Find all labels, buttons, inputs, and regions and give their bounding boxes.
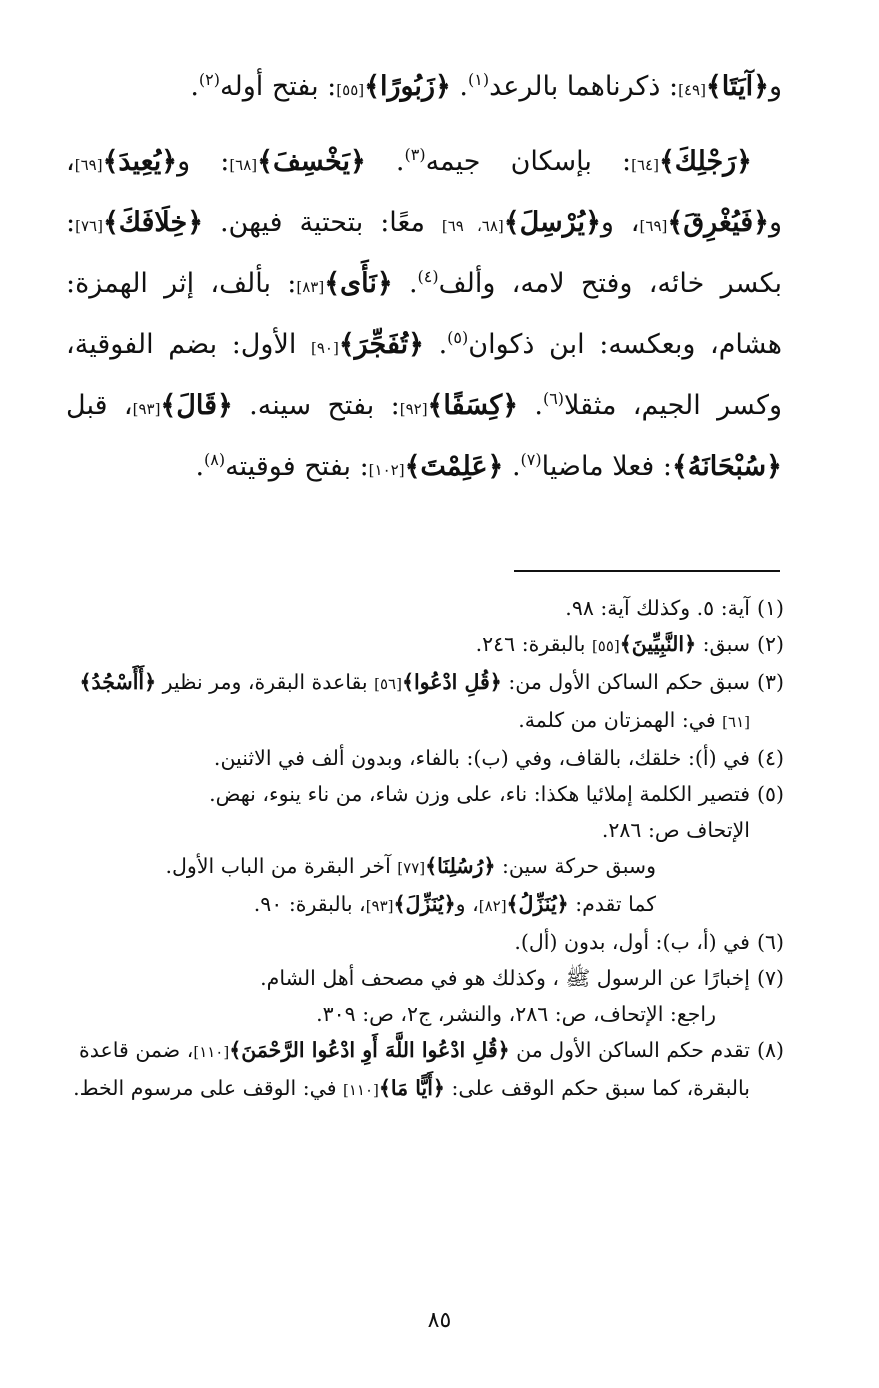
text-run: ، و xyxy=(66,146,782,238)
footnote-number: (١) xyxy=(756,596,784,620)
text-run: الأول: بضم الفوقية، وكسر الجيم، مثقلا xyxy=(66,329,782,421)
text-run: . xyxy=(195,451,205,482)
text-run: سبق حكم الساكن الأول من: xyxy=(501,670,750,694)
verse-ref: [٩٣] xyxy=(132,400,161,418)
quran-word: ﴿آيَتَا﴾ xyxy=(705,71,769,102)
verse-ref: [١١٠] xyxy=(193,1043,230,1061)
verse-ref: [٨٢] xyxy=(478,897,507,915)
quran-word: ﴿زَبُورًا﴾ xyxy=(364,71,451,102)
text-run: : بفتح سينه. xyxy=(232,390,400,421)
quran-word: ﴿تُفَجِّرَ﴾ xyxy=(338,329,424,360)
quran-word: ﴿قُلِ ادْعُوا اللَّهَ أَوِ ادْعُوا الرَّحْمَنَ﴾ xyxy=(229,1038,510,1062)
page-number: ٨٥ xyxy=(427,1308,452,1333)
text-run: : و xyxy=(177,146,230,177)
verse-ref: [٥٥] xyxy=(336,81,365,99)
verse-ref: [٥٥] xyxy=(591,637,620,655)
footnote-text xyxy=(60,886,750,924)
text-run: : بإسكان جيمه xyxy=(425,146,632,177)
quran-word: ﴿فَيُغْرِقَ﴾ xyxy=(667,207,769,238)
footnote-marker[interactable]: (٣) xyxy=(404,145,426,164)
verse-ref: [٧٦] xyxy=(75,217,103,235)
text-run: آخر البقرة من الباب الأول. xyxy=(165,854,398,878)
verse-ref: [٦٨، ٦٩] xyxy=(441,217,504,235)
quran-word: ﴿نَأَى﴾ xyxy=(324,268,393,299)
text-run: : ذكرناهما بالرعد xyxy=(489,71,679,102)
text-run: وسبق حركة سين: xyxy=(495,854,656,878)
footnote-source: الإتحاف ص: ٢٨٦. xyxy=(601,818,750,842)
footnote-2 xyxy=(60,626,784,664)
footnote-body xyxy=(60,590,750,626)
text-run: ، بالبقرة: ٩٠. xyxy=(253,892,366,916)
verse-ref: [٨٣] xyxy=(296,278,325,296)
footnote-body xyxy=(60,1032,750,1108)
footnote-text: إخبارًا عن الرسول ﷺ ، وكذلك هو في مصحف أهل الشام. xyxy=(260,966,750,990)
text-run: معًا: بتحتية فيهن. xyxy=(203,207,442,238)
text-run: . xyxy=(365,146,405,177)
footnote-text xyxy=(60,664,750,740)
footnotes xyxy=(60,590,784,1108)
verse-ref: [٦١] xyxy=(722,713,750,731)
verse-ref: [٦٤] xyxy=(631,156,659,174)
text-run: . xyxy=(423,329,448,360)
footnote-number: (٨) xyxy=(756,1038,784,1062)
verse-ref: [٧٧] xyxy=(397,859,426,877)
text-run: : بكسر خائه، وفتح لامه، وألف xyxy=(66,207,782,299)
quran-word: ﴿قُلِ ادْعُوا﴾ xyxy=(401,670,502,694)
footnote-number: (٦) xyxy=(756,930,784,954)
text-run: : فعلا ماضيا xyxy=(541,451,672,482)
text-run: ، و xyxy=(455,892,479,916)
text-run: . xyxy=(518,390,543,421)
footnote-marker[interactable]: (٧) xyxy=(520,450,542,469)
quran-word: ﴿رَجْلِكَ﴾ xyxy=(658,146,753,177)
footnote-4 xyxy=(60,740,784,776)
footnote-marker[interactable]: (٢) xyxy=(198,70,221,89)
quran-word: ﴿النَّبِيِّينَ﴾ xyxy=(619,632,697,656)
footnote-1 xyxy=(60,590,784,626)
quran-word: ﴿عَلِمْتَ﴾ xyxy=(404,451,504,482)
text-run: بالبقرة: ٢٤٦. xyxy=(475,632,592,656)
footnote-5 xyxy=(60,776,784,924)
quran-word: ﴿يُرْسِلَ﴾ xyxy=(503,207,601,238)
footnote-marker[interactable]: (١) xyxy=(467,70,490,89)
text-run: : بفتح فوقيته xyxy=(225,451,369,482)
text-run: . xyxy=(450,71,468,102)
quran-word: ﴿أَيًّا مَا﴾ xyxy=(378,1076,445,1100)
quran-word: ﴿سُبْحَانَهُ﴾ xyxy=(671,451,782,482)
footnote-body xyxy=(60,626,750,664)
footnote-text: آية: ٥. وكذلك آية: ٩٨. xyxy=(565,596,750,620)
footnote-text xyxy=(60,626,750,664)
verse-ref: [٦٩] xyxy=(639,217,668,235)
footnote-7 xyxy=(60,960,784,1032)
footnote-marker[interactable]: (٤) xyxy=(417,267,439,286)
verse-ref: [٦٨] xyxy=(229,156,258,174)
text-run: . xyxy=(503,451,521,482)
footnote-divider xyxy=(514,570,780,572)
quran-word: ﴿قَالَ﴾ xyxy=(160,390,233,421)
footnote-number: (٣) xyxy=(756,670,784,694)
text-run: ، ضمن قاعدة بالبقرة، كما سبق حكم الوقف على: xyxy=(79,1038,750,1100)
footnote-body xyxy=(60,924,750,960)
verse-ref: [١١٠] xyxy=(343,1081,379,1099)
footnote-body xyxy=(60,740,750,776)
quran-word: ﴿يُنَزِّلُ﴾ xyxy=(506,892,569,916)
footnote-body xyxy=(60,776,750,924)
footnote-number: (٤) xyxy=(756,746,784,770)
text-run: ، قبل xyxy=(66,390,133,421)
verse-ref: [٩٠] xyxy=(310,339,339,357)
quran-word: ﴿يُنَزِّلَ﴾ xyxy=(393,892,456,916)
footnote-body xyxy=(60,960,750,1032)
footnote-text xyxy=(60,1032,750,1108)
quran-word: ﴿يُعِيدَ﴾ xyxy=(102,146,178,177)
footnote-marker[interactable]: (٦) xyxy=(542,389,565,408)
footnote-source: راجع: الإتحاف، ص: ٢٨٦، والنشر، ج٢، ص: ٣٠٩. xyxy=(316,1002,716,1026)
footnote-number: (٥) xyxy=(756,782,784,806)
main-text xyxy=(66,58,782,499)
verse-ref: [١٠٢] xyxy=(368,461,405,479)
text-run: : بألف، إثر الهمزة: هشام، وبعكسه: ابن ذكوان xyxy=(66,268,782,360)
text-run: بقاعدة البقرة، ومر نظير xyxy=(156,670,375,694)
verse-ref: [٤٩] xyxy=(678,81,706,99)
text-run: : بفتح أوله xyxy=(220,71,337,102)
quran-word: ﴿يَخْسِفَ﴾ xyxy=(257,146,366,177)
text-run: ، و xyxy=(600,207,640,238)
text-run: في: الوقف على مرسوم الخط. xyxy=(73,1076,344,1100)
footnote-8 xyxy=(60,1032,784,1108)
text-run: سبق: xyxy=(696,632,750,656)
footnote-number: (٢) xyxy=(756,632,784,656)
paragraph-2 xyxy=(66,133,782,499)
verse-ref: [٦٩] xyxy=(74,156,103,174)
footnote-text xyxy=(60,848,750,886)
footnote-text: في (أ): خلقك، بالقاف، وفي (ب): بالفاء، وبدون ألف في الاثنين. xyxy=(213,746,750,770)
paragraph-1 xyxy=(66,58,782,119)
text-run: في: الهمزتان من كلمة. xyxy=(518,708,723,732)
text-run: كما تقدم: xyxy=(568,892,656,916)
verse-ref: [٩٣] xyxy=(365,897,394,915)
footnote-3 xyxy=(60,664,784,740)
footnote-6 xyxy=(60,924,784,960)
text-run: . xyxy=(392,268,418,299)
text-run: و xyxy=(768,71,782,102)
footnote-marker[interactable]: (٨) xyxy=(204,450,226,469)
quran-word: ﴿كِسَفًا﴾ xyxy=(427,390,519,421)
verse-ref: [٩٢] xyxy=(399,400,428,418)
footnote-marker[interactable]: (٥) xyxy=(447,328,469,347)
text-run: تقدم حكم الساكن الأول من xyxy=(509,1038,750,1062)
quran-word: ﴿أَأَسْجُدُ﴾ xyxy=(79,670,157,694)
quran-word: ﴿خِلَافَكَ﴾ xyxy=(102,207,204,238)
footnote-text: في (أ، ب): أول، بدون (أل). xyxy=(514,930,750,954)
footnote-body xyxy=(60,664,750,740)
footnote-text: فتصير الكلمة إملائيا هكذا: ناء، على وزن شاء، من ناء ينوء، نهض. xyxy=(209,782,750,806)
verse-ref: [٥٦] xyxy=(374,675,402,693)
quran-word: ﴿رُسُلِنَا﴾ xyxy=(425,854,496,878)
text-run: . xyxy=(190,71,199,102)
footnote-number: (٧) xyxy=(756,966,784,990)
